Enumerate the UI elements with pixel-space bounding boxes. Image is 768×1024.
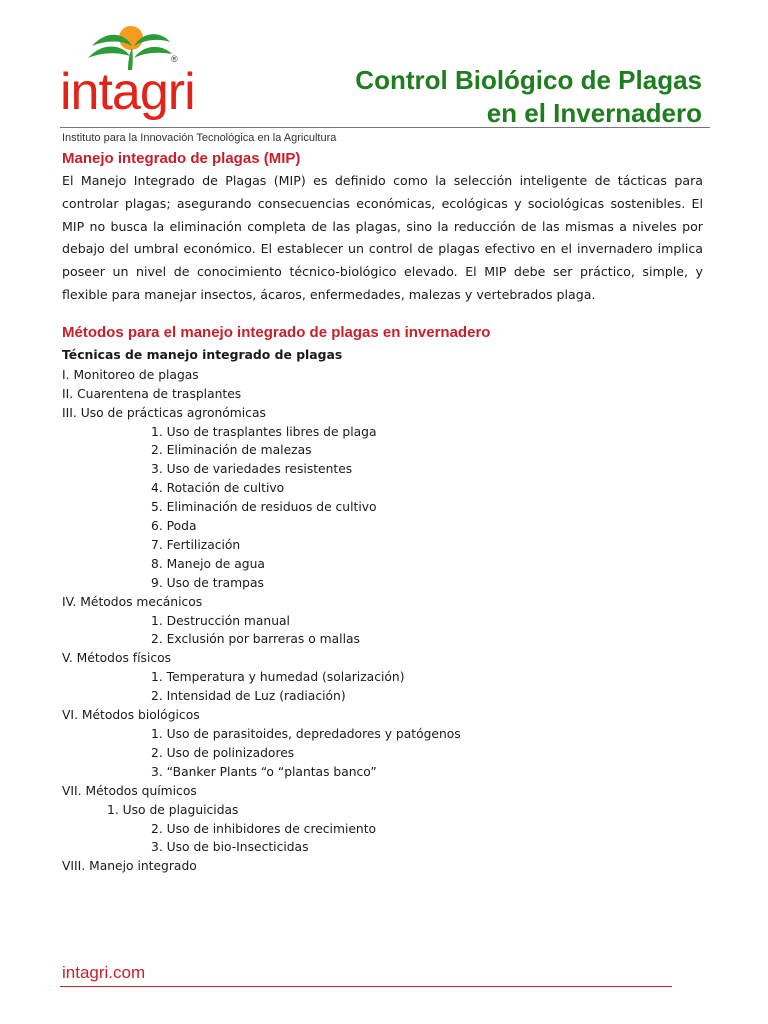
method-subitem: 1. Temperatura y humedad (solarización): [151, 670, 405, 685]
method-subitem: 1. Uso de trasplantes libres de plaga: [151, 424, 377, 439]
method-subitem: 3. Uso de bio-Insecticidas: [151, 840, 309, 855]
method-category: I. Monitoreo de plagas: [62, 367, 199, 382]
method-category: VII. Métodos químicos: [62, 783, 197, 798]
method-subitem: 2. Intensidad de Luz (radiación): [151, 689, 346, 704]
method-category: III. Uso de prácticas agronómicas: [62, 405, 266, 420]
method-category: II. Cuarentena de trasplantes: [62, 386, 242, 401]
section-heading-methods: Métodos para el manejo integrado de plagas en invernadero: [62, 323, 491, 341]
method-category: IV. Métodos mecánicos: [62, 594, 203, 609]
footer-url[interactable]: intagri.com: [62, 963, 146, 982]
method-category: VIII. Manejo integrado: [62, 859, 197, 874]
method-subitem: 2. Exclusión por barreras o mallas: [151, 632, 360, 647]
method-subitem: 8. Manejo de agua: [151, 556, 265, 571]
method-subitem: 6. Poda: [151, 519, 197, 534]
method-subitem: 3. Uso de variedades resistentes: [151, 462, 353, 477]
method-category: V. Métodos físicos: [62, 651, 172, 666]
document-title: [355, 64, 702, 130]
method-subitem: 4. Rotación de cultivo: [151, 481, 285, 496]
method-subitem: 2. Uso de inhibidores de crecimiento: [151, 821, 377, 836]
method-subitem: 2. Eliminación de malezas: [151, 443, 312, 458]
method-subitem: 1. Destrucción manual: [151, 613, 290, 628]
method-subitem: 9. Uso de trampas: [151, 575, 264, 590]
method-subitem: 1. Uso de plaguicidas: [107, 802, 239, 817]
method-subitem: 3. “Banker Plants “o “plantas banco”: [151, 764, 377, 779]
method-subitem: 7. Fertilización: [151, 537, 241, 552]
title-line-2: en el Invernadero: [486, 98, 702, 128]
method-category: VI. Métodos biológicos: [62, 708, 200, 723]
registered-mark: ®: [171, 54, 178, 64]
footer-divider: [60, 986, 672, 987]
intagri-logo-text: intagri: [60, 63, 195, 121]
institute-tagline: Instituto para la Innovación Tecnológica en la Agricultura: [62, 132, 337, 144]
methods-list: [62, 366, 703, 876]
method-subitem: 1. Uso de parasitoides, depredadores y patógenos: [151, 727, 461, 741]
method-subitem: 2. Uso de polinizadores: [151, 745, 295, 760]
section-heading-mip: Manejo integrado de plagas (MIP): [62, 150, 301, 167]
document-body: [62, 148, 703, 876]
techniques-subheading: Técnicas de manejo integrado de plagas: [62, 346, 343, 362]
title-line-1: Control Biológico de Plagas: [355, 65, 702, 95]
method-subitem: 5. Eliminación de residuos de cultivo: [151, 500, 377, 515]
header-divider: [60, 127, 710, 128]
mip-definition-paragraph: El Manejo Integrado de Plagas (MIP) es definido como la selección inteligente de tácticas para controlar plagas; asegurando consecuencias económicas, ecológicas y sociológicas sostenibles. El MIP no busca la eliminación completa de las plagas, sino la reducción de las mismas a niveles por debajo del umbral económico. El establecer un control de plagas efectivo en el invernadero implica poseer un nivel de conocimiento técnico-biológico elevado. El MIP debe ser práctico, simple, y flexible para manejar insectos, ácaros, enfermedades, malezas y vertebrados plaga.: [62, 173, 703, 302]
